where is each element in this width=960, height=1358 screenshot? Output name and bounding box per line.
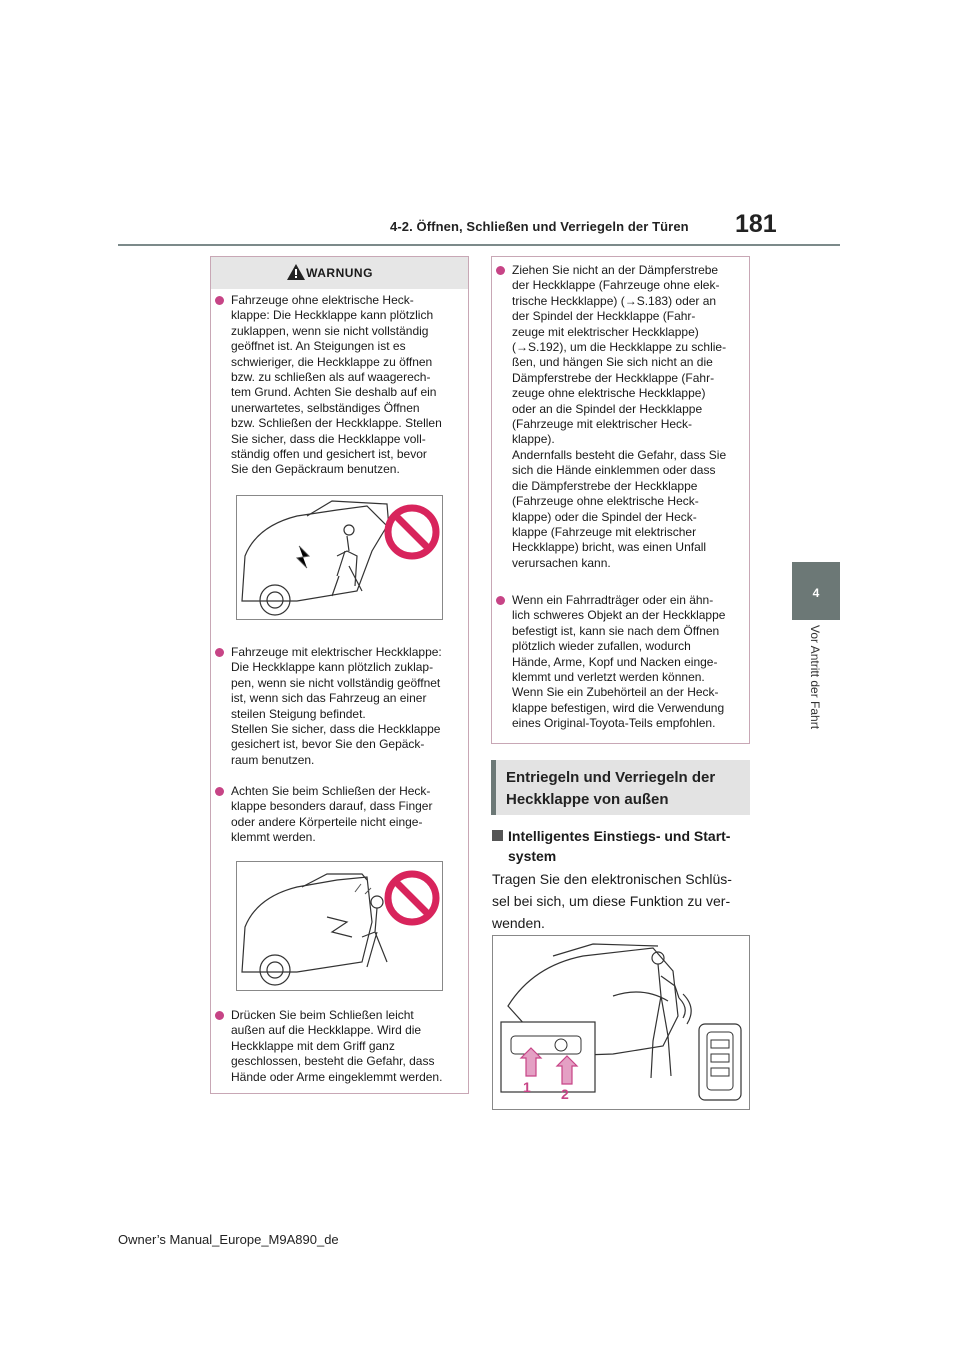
callout-1: 1 (523, 1079, 531, 1095)
warning-header (211, 257, 468, 289)
bullet-icon (215, 296, 224, 305)
section-heading: Entriegeln und Verriegeln der Heckklappe von außen (506, 769, 716, 808)
bullet-icon (215, 648, 224, 657)
warning-continuation-box (491, 256, 750, 744)
car-tailgate-hazard-illustration (237, 496, 442, 619)
warning-item-text: Drücken Sie beim Schließen leicht außen auf die Heckklappe. Wird die Heckklappe mit dem Griff ganz geschlossen, besteht die Gefahr, dass Hände oder Arme eingeklemmt werden. (231, 1008, 443, 1084)
chapter-number: 4 (812, 586, 820, 600)
bullet-icon (496, 596, 505, 605)
page-number: 181 (735, 210, 777, 238)
section-heading-box (491, 760, 750, 815)
illustration-smart-entry (492, 935, 750, 1110)
chapter-label (778, 625, 854, 755)
callout-2: 2 (561, 1086, 569, 1102)
header-divider (118, 244, 840, 246)
bullet-icon (215, 787, 224, 796)
warning-item-text: Fahrzeuge mit elektrischer Heckklappe: Die Heckklappe kann plötzlich zuklap- pen, wenn sie nicht vollständig geöffnet ist, wenn sich das Fahrzeug an einer steilen Steigung befindet. Stellen Sie sicher, dass die Heckklappe gesichert ist, bevor Sie den Gepäck- raum benutzen. (231, 645, 442, 767)
warning-box (210, 256, 469, 1094)
body-paragraph: Tragen Sie den elektronischen Schlüs- sel bei sich, um diese Funktion zu ver- wenden. (492, 871, 732, 931)
illustration-tailgate-closing (236, 495, 443, 620)
illustration-finger-pinch (236, 861, 443, 991)
warning-item-text: Ziehen Sie nicht an der Dämpferstrebe der Heckklappe (Fahrzeuge ohne elek- trische Heckklappe) (→S.183) oder an der Spindel der Heckklappe (Fahr- zeuge mit elektrischer Heckklappe) (→S.192), um die Heckklappe zu schlie- ßen, und hängen Sie sich nicht an die Dämpferstrebe der Heckklappe (Fahr- zeuge ohne elektrische Heckklappe) oder an die Spindel der Heckklappe (Fahrzeuge mit elektrischer Heck- klappe). Andernfalls besteht die Gefahr, dass Sie sich die Hände einklemmen oder dass die Dämpferstrebe der Heckklappe (Fahrzeuge ohne elektrische Heck- klappe) oder die Spindel der Heck- klappe (Fahrzeuge mit elektrischer Heckklappe) bricht, was einen Unfall verursachen kann. (512, 263, 727, 570)
warning-item-text: Achten Sie beim Schließen der Heck- klappe besonders darauf, dass Finger oder andere Körperteile nicht einge- klemmt werden. (231, 784, 433, 845)
section-title: 4-2. Öffnen, Schließen und Verriegeln der Türen (390, 219, 689, 234)
warning-item-text: Wenn ein Fahrradträger oder ein ähn- lich schweres Objekt an der Heckklappe befestigt ist, kann sie nach dem Öffnen plötzlich wieder zufallen, wodurch Hände, Arme, Kopf und Nacken einge- klemmt und verletzt werden können. Wenn Sie ein Zubehörteil an der Heck- klappe befestigen, wird die Verwendung eines Original-Toyota-Teils empfohlen. (512, 593, 726, 731)
square-bullet-icon (492, 830, 503, 841)
warning-title: WARNUNG (306, 266, 373, 280)
warning-item-text: Fahrzeuge ohne elektrische Heck- klappe: Die Heckklappe kann plötzlich zuklappen, wenn sie nicht vollständig geöffnet ist. An Steigungen ist es schwieriger, die Heckklappe zu öffnen bzw. zu schließen als auf waagerech- tem Grund. Achten Sie deshalb auf ein unerwartetes, selbständiges Öffnen bzw. Schließen der Heckklappe. Stellen Sie sicher, dass die Heckklappe voll- ständig offen und gesichert ist, bevor Sie den Gepäckraum benutzen. (231, 293, 442, 477)
chapter-label-text: Vor Antritt der Fahrt (808, 625, 822, 730)
bullet-icon (215, 1011, 224, 1020)
bullet-icon (496, 266, 505, 275)
subheading-text: Intelligentes Einstiegs- und Start- system (508, 828, 731, 864)
smart-entry-illustration (493, 936, 749, 1109)
car-finger-pinch-illustration (237, 862, 442, 990)
footer-text: Owner’s Manual_Europe_M9A890_de (118, 1232, 339, 1247)
